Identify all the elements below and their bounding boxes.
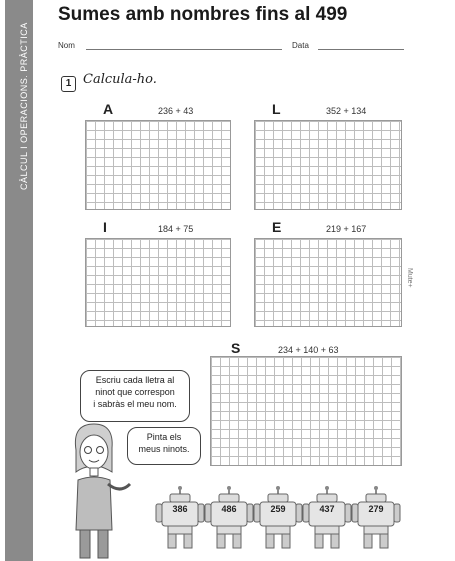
robot-number: 437	[319, 504, 335, 514]
robots-row	[154, 486, 404, 552]
robot-icon[interactable]	[352, 486, 400, 548]
date-label: Data	[292, 41, 309, 50]
page-title: Sumes amb nombres fins al 499	[58, 4, 348, 25]
exercise-instruction: Calcula-ho.	[83, 72, 157, 87]
problem-e-expression: 219 + 167	[326, 224, 367, 234]
problem-i-letter: I	[103, 219, 107, 235]
problem-s-grid[interactable]	[210, 356, 402, 466]
speech-bubble-paint	[127, 427, 201, 465]
exercise-number: 1	[61, 76, 76, 92]
problem-i-expression: 184 + 75	[158, 224, 194, 234]
girl-illustration	[62, 420, 134, 560]
problem-a-letter: A	[103, 101, 114, 117]
bubble-line: i sabràs el meu nom.	[93, 399, 177, 409]
side-note: Mute+	[406, 268, 413, 288]
name-label: Nom	[58, 41, 75, 50]
bubble-line: ninot que correspon	[95, 387, 175, 397]
problem-e-letter: E	[272, 219, 282, 235]
problem-i-grid[interactable]	[85, 238, 231, 327]
robot-icon[interactable]	[156, 486, 204, 548]
bubble-line: Escriu cada lletra al	[95, 375, 175, 385]
problem-a-expression: 236 + 43	[158, 106, 194, 116]
problem-e-grid[interactable]	[254, 238, 402, 327]
bubble-line: meus ninots.	[138, 444, 190, 454]
problem-a-grid[interactable]	[85, 120, 231, 210]
sidebar-label: CÀLCUL I OPERACIONS. PRÀCTICA	[19, 22, 29, 190]
robot-number: 386	[172, 504, 188, 514]
robot-number: 486	[221, 504, 237, 514]
problem-l-letter: L	[272, 101, 281, 117]
robot-number: 259	[270, 504, 286, 514]
date-field[interactable]	[318, 49, 404, 50]
robot-icon[interactable]	[205, 486, 253, 548]
speech-bubble-instructions	[80, 370, 190, 422]
robot-number: 279	[368, 504, 384, 514]
bubble-line: Pinta els	[146, 432, 182, 442]
problem-l-grid[interactable]	[254, 120, 402, 210]
problem-l-expression: 352 + 134	[326, 106, 367, 116]
robot-icon[interactable]	[303, 486, 351, 548]
problem-s-letter: S	[231, 340, 241, 356]
problem-s-expression: 234 + 140 + 63	[278, 345, 339, 355]
name-field[interactable]	[86, 49, 282, 50]
robot-icon[interactable]	[254, 486, 302, 548]
